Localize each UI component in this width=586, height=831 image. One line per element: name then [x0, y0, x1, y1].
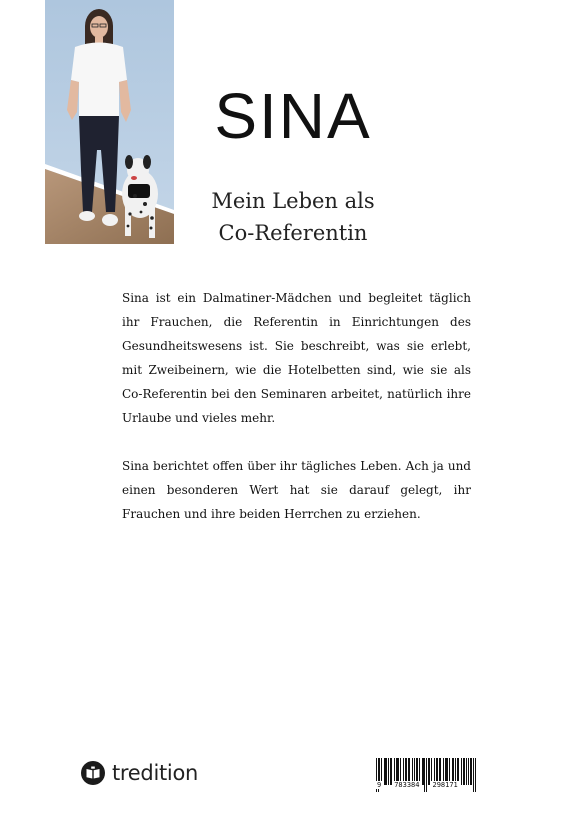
isbn-digits	[376, 781, 476, 789]
blurb-paragraph-2: Sina berichtet offen über ihr tägliches Leben. Ach ja und einen besonderen Wert hat sie darauf gelegt, ihr Frauchen und ihre beiden Herrchen zu erziehen.	[122, 459, 471, 521]
back-cover-blurb	[122, 286, 471, 550]
blurb-paragraph-1: Sina ist ein Dalmatiner-Mädchen und begleitet täglich ihr Frauchen, die Referentin in Einrichtungen des Gesundheitswesens ist. Sie beschreibt, was sie erlebt, mit Zweibeinern, wie die Hotelbetten sind, wie sie als Co-Referentin bei den Seminaren arbeitet, natürlich ihre Urlaube und vieles mehr.	[122, 291, 471, 425]
book-subtitle	[160, 185, 426, 249]
isbn-prefix-digit: 9	[377, 781, 382, 789]
tredition-book-logo-icon	[81, 761, 105, 785]
isbn-digit-group-2: 298171	[432, 781, 458, 789]
subtitle-line-1: Mein Leben als	[211, 189, 375, 213]
publisher-name: tredition	[112, 761, 199, 785]
isbn-digit-group-1: 783384	[394, 781, 420, 789]
subtitle-line-2: Co-Referentin	[218, 221, 368, 245]
book-title: SINA	[214, 80, 372, 152]
publisher-brand	[81, 761, 198, 785]
